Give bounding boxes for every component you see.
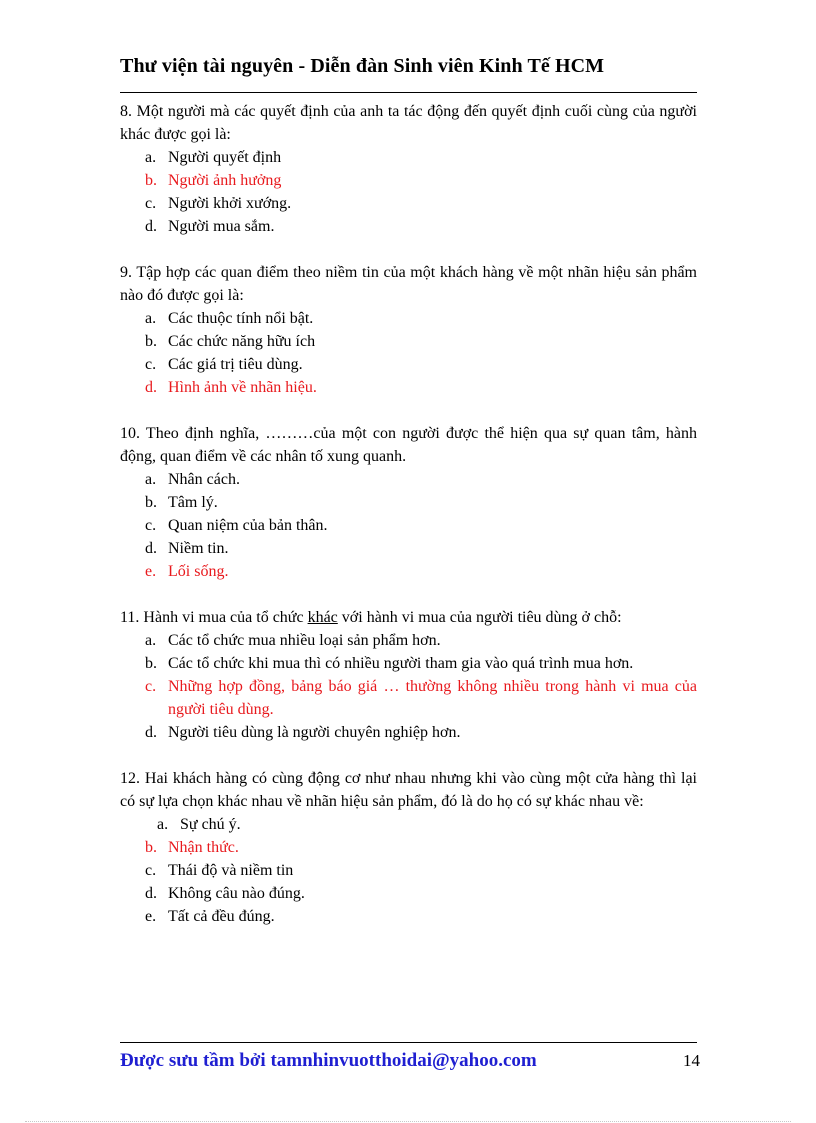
- page-number: 14: [683, 1051, 700, 1070]
- option-e-correct-answer: [120, 560, 697, 583]
- option-e: [120, 905, 697, 928]
- option-text: Lối sống.: [168, 563, 229, 580]
- option-letter: e.: [145, 563, 157, 580]
- option-text: Các tổ chức khi mua thì có nhiều người tham gia vào quá trình mua hơn.: [168, 655, 634, 672]
- option-letter: c.: [145, 517, 157, 534]
- footer-credit: Được sưu tầm bởi tamnhinvuotthoidai@yahoo.com: [120, 1050, 537, 1071]
- page-bottom-border: [25, 1121, 791, 1122]
- option-text: Người quyết định: [168, 149, 282, 166]
- option-letter: b.: [145, 839, 157, 856]
- option-text: Tâm lý.: [168, 494, 218, 511]
- option-text: Sự chú ý.: [180, 816, 241, 833]
- option-letter: d.: [145, 218, 157, 235]
- option-text: Niềm tin.: [168, 540, 229, 557]
- option-list: [120, 146, 697, 238]
- question-8: [120, 100, 697, 238]
- page-header-title: Thư viện tài nguyên - Diễn đàn Sinh viên Kinh Tế HCM: [120, 55, 605, 77]
- option-d: [120, 215, 697, 238]
- option-text: Những hợp đồng, bảng báo giá … thường không nhiều trong hành vi mua của người tiêu dùng.: [168, 678, 697, 718]
- option-letter: a.: [157, 816, 169, 833]
- stem-underlined-word: khác: [307, 609, 338, 626]
- option-c: [120, 514, 697, 537]
- option-text: Hình ảnh về nhãn hiệu.: [168, 379, 317, 396]
- footer-divider: [120, 1042, 697, 1043]
- option-text: Các giá trị tiêu dùng.: [168, 356, 303, 373]
- option-a: [120, 468, 697, 491]
- option-list: [120, 307, 697, 399]
- option-list: [120, 629, 697, 744]
- option-text: Người ảnh hưởng: [168, 172, 282, 189]
- question-11: [120, 606, 697, 744]
- option-text: Các chức năng hữu ích: [168, 333, 316, 350]
- question-stem: 12. Hai khách hàng có cùng động cơ như nhau nhưng khi vào cùng một cửa hàng thì lại có sự lựa chọn khác nhau về nhãn hiệu sản phẩm, đó là do họ có sự khác nhau về:: [120, 770, 697, 810]
- option-text: Tất cả đều đúng.: [168, 908, 275, 925]
- option-letter: e.: [145, 908, 157, 925]
- question-12: [120, 767, 697, 928]
- option-text: Nhân cách.: [168, 471, 240, 488]
- question-9: [120, 261, 697, 399]
- question-stem: [120, 606, 697, 629]
- option-letter: d.: [145, 379, 157, 396]
- option-c-correct-answer: [120, 675, 697, 721]
- question-stem: 8. Một người mà các quyết định của anh ta tác động đến quyết định cuối cùng của người khác được gọi là:: [120, 103, 697, 143]
- option-letter: d.: [145, 724, 157, 741]
- option-c: [120, 859, 697, 882]
- option-b: [120, 330, 697, 353]
- question-10: [120, 422, 697, 583]
- question-list: [120, 100, 697, 951]
- option-c: [120, 192, 697, 215]
- option-letter: c.: [145, 195, 157, 212]
- option-letter: b.: [145, 333, 157, 350]
- option-d-correct-answer: [120, 376, 697, 399]
- option-text: Thái độ và niềm tin: [168, 862, 294, 879]
- option-a: [120, 629, 697, 652]
- stem-text-after: với hành vi mua của người tiêu dùng ở chỗ:: [337, 609, 622, 626]
- option-letter: b.: [145, 655, 157, 672]
- option-b: [120, 652, 697, 675]
- option-b: [120, 491, 697, 514]
- question-stem: 10. Theo định nghĩa, ………của một con người được thể hiện qua sự quan tâm, hành động, quan điểm về các nhân tố xung quanh.: [120, 425, 697, 465]
- option-letter: b.: [145, 494, 157, 511]
- option-a: [120, 307, 697, 330]
- option-text: Người mua sắm.: [168, 218, 275, 235]
- option-letter: c.: [145, 356, 157, 373]
- stem-text-before: 11. Hành vi mua của tổ chức: [120, 609, 308, 626]
- option-text: Các thuộc tính nổi bật.: [168, 310, 314, 327]
- option-b-correct-answer: [120, 836, 697, 859]
- question-stem: 9. Tập hợp các quan điểm theo niềm tin của một khách hàng về một nhãn hiệu sản phẩm nào đó được gọi là:: [120, 264, 697, 304]
- option-list: [120, 813, 697, 928]
- option-c: [120, 353, 697, 376]
- option-d: [120, 882, 697, 905]
- option-a: [120, 146, 697, 169]
- option-letter: c.: [145, 862, 157, 879]
- option-a: [120, 813, 697, 836]
- option-text: Người tiêu dùng là người chuyên nghiệp hơn.: [168, 724, 461, 741]
- option-letter: c.: [145, 678, 157, 695]
- option-d: [120, 537, 697, 560]
- option-letter: a.: [145, 149, 157, 166]
- option-b-correct-answer: [120, 169, 697, 192]
- option-letter: d.: [145, 540, 157, 557]
- option-list: [120, 468, 697, 583]
- header-divider: [120, 92, 697, 93]
- option-letter: d.: [145, 885, 157, 902]
- option-text: Người khởi xướng.: [168, 195, 292, 212]
- option-text: Quan niệm của bản thân.: [168, 517, 328, 534]
- option-text: Không câu nào đúng.: [168, 885, 305, 902]
- option-letter: a.: [145, 310, 157, 327]
- option-letter: a.: [145, 632, 157, 649]
- option-letter: b.: [145, 172, 157, 189]
- option-text: Các tổ chức mua nhiều loại sản phẩm hơn.: [168, 632, 441, 649]
- option-d: [120, 721, 697, 744]
- option-text: Nhận thức.: [168, 839, 239, 856]
- option-letter: a.: [145, 471, 157, 488]
